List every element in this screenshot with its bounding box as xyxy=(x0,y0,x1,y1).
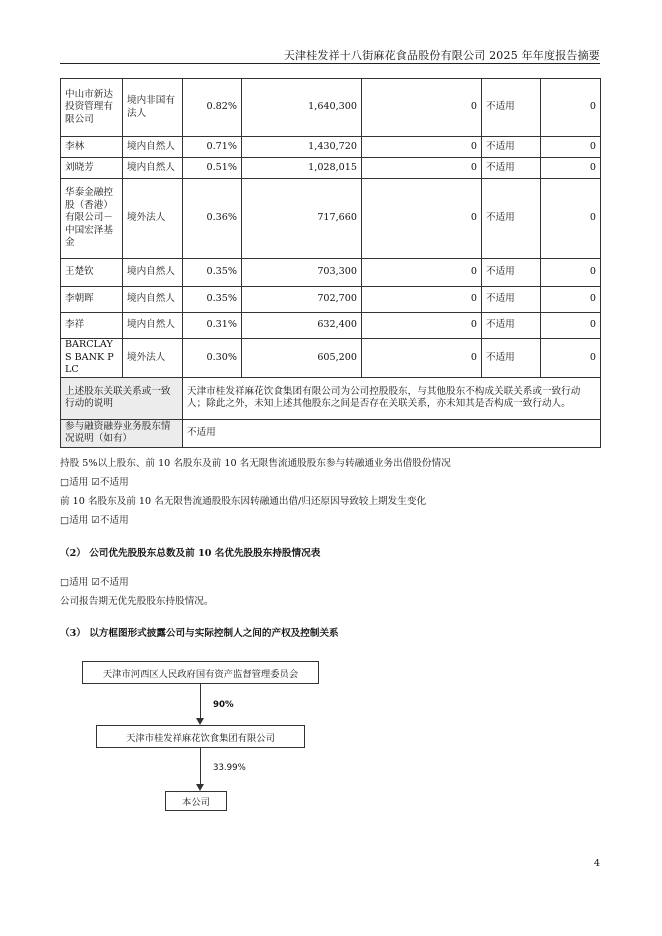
restricted-shares: 0 xyxy=(362,137,482,158)
restricted-shares: 0 xyxy=(362,158,482,179)
pledge-status: 不适用 xyxy=(482,339,541,378)
holding-pct-2: 33.99% xyxy=(213,763,246,773)
share-count: 717,660 xyxy=(242,179,362,259)
holder-name: 李祥 xyxy=(61,313,123,339)
holder-nature: 境内自然人 xyxy=(123,137,183,158)
share-count: 1,430,720 xyxy=(242,137,362,158)
shareholders-table xyxy=(60,78,601,448)
pledge-quantity: 0 xyxy=(541,259,601,287)
holding-pct-1: 90% xyxy=(213,700,234,710)
holding-ratio: 0.36% xyxy=(183,179,242,259)
margin-label: 参与融资融券业务股东情况说明（如有） xyxy=(61,419,183,447)
holder-nature: 境内自然人 xyxy=(123,313,183,339)
holding-ratio: 0.30% xyxy=(183,339,242,378)
header-rule xyxy=(60,63,600,64)
pledge-quantity: 0 xyxy=(541,137,601,158)
page-number: 4 xyxy=(593,858,600,869)
table-row xyxy=(61,158,601,179)
table-row xyxy=(61,79,601,137)
pledge-quantity: 0 xyxy=(541,158,601,179)
section2-text: 公司报告期无优先股股东持股情况。 xyxy=(60,596,214,607)
holder-nature: 境内非国有法人 xyxy=(123,79,183,137)
restricted-shares: 0 xyxy=(362,259,482,287)
holding-ratio: 0.35% xyxy=(183,259,242,287)
relation-label: 上述股东关联关系或一致行动的说明 xyxy=(61,377,183,419)
holder-name: 李林 xyxy=(61,137,123,158)
pledge-quantity: 0 xyxy=(541,179,601,259)
lending-title: 持股 5%以上股东、前 10 名股东及前 10 名无限售流通股股东参与转融通业务出借股份情况 xyxy=(60,458,451,469)
holding-ratio: 0.31% xyxy=(183,313,242,339)
restricted-shares: 0 xyxy=(362,179,482,259)
group-company-box: 天津市桂发祥麻花饮食集团有限公司 xyxy=(96,725,305,748)
restricted-shares: 0 xyxy=(362,79,482,137)
margin-text: 不适用 xyxy=(183,419,601,447)
share-count: 1,028,015 xyxy=(242,158,362,179)
pledge-status: 不适用 xyxy=(482,179,541,259)
table-row xyxy=(61,313,601,339)
pledge-status: 不适用 xyxy=(482,313,541,339)
table-row xyxy=(61,137,601,158)
holder-name: 刘晓芳 xyxy=(61,158,123,179)
holder-name: 中山市新达投资管理有限公司 xyxy=(61,79,123,137)
pledge-quantity: 0 xyxy=(541,313,601,339)
pledge-status: 不适用 xyxy=(482,137,541,158)
pledge-status: 不适用 xyxy=(482,259,541,287)
arrow-down-icon xyxy=(196,718,204,725)
holding-ratio: 0.35% xyxy=(183,287,242,313)
pledge-quantity: 0 xyxy=(541,79,601,137)
pledge-quantity: 0 xyxy=(541,339,601,378)
pledge-status: 不适用 xyxy=(482,287,541,313)
holding-ratio: 0.51% xyxy=(183,158,242,179)
holder-name: BARCLAYS BANK PLC xyxy=(61,339,123,378)
restricted-shares: 0 xyxy=(362,287,482,313)
share-count: 702,700 xyxy=(242,287,362,313)
change-option: □适用 ☑不适用 xyxy=(60,515,129,526)
holding-ratio: 0.71% xyxy=(183,137,242,158)
arrow-down-icon xyxy=(196,784,204,791)
shareholders-table-body xyxy=(61,79,601,378)
holder-nature: 境外法人 xyxy=(123,179,183,259)
connector-line-1 xyxy=(200,684,201,720)
margin-row xyxy=(61,419,601,447)
share-count: 605,200 xyxy=(242,339,362,378)
share-count: 1,640,300 xyxy=(242,79,362,137)
report-header-title: 天津桂发祥十八街麻花食品股份有限公司 2025 年年度报告摘要 xyxy=(283,49,600,62)
sasac-box: 天津市河西区人民政府国有资产监督管理委员会 xyxy=(82,661,319,684)
pledge-status: 不适用 xyxy=(482,79,541,137)
restricted-shares: 0 xyxy=(362,339,482,378)
relation-row xyxy=(61,377,601,419)
holder-nature: 境内自然人 xyxy=(123,259,183,287)
pledge-status: 不适用 xyxy=(482,158,541,179)
holder-nature: 境内自然人 xyxy=(123,287,183,313)
holder-name: 李朝晖 xyxy=(61,287,123,313)
restricted-shares: 0 xyxy=(362,313,482,339)
table-row xyxy=(61,179,601,259)
table-row xyxy=(61,287,601,313)
holding-ratio: 0.82% xyxy=(183,79,242,137)
holder-name: 王楚钦 xyxy=(61,259,123,287)
company-box: 本公司 xyxy=(165,791,227,811)
relation-text: 天津市桂发祥麻花饮食集团有限公司为公司控股股东，与其他股东不构成关联关系或一致行动人；除此之外，未知上述其他股东之间是否存在关联关系，亦未知其是否构成一致行动人。 xyxy=(183,377,601,419)
holder-nature: 境内自然人 xyxy=(123,158,183,179)
pledge-quantity: 0 xyxy=(541,287,601,313)
table-row xyxy=(61,259,601,287)
section3-title: （3） 以方框图形式披露公司与实际控制人之间的产权及控制关系 xyxy=(60,628,339,639)
holder-name: 华泰金融控股（香港）有限公司－中国宏泽基金 xyxy=(61,179,123,259)
change-title: 前 10 名股东及前 10 名无限售流通股股东因转融通出借/归还原因导致较上期发生变化 xyxy=(60,496,427,507)
section2-title: （2） 公司优先股股东总数及前 10 名优先股股东持股情况表 xyxy=(60,548,321,559)
lending-option: □适用 ☑不适用 xyxy=(60,477,129,488)
table-row xyxy=(61,339,601,378)
share-count: 703,300 xyxy=(242,259,362,287)
holder-nature: 境外法人 xyxy=(123,339,183,378)
connector-line-2 xyxy=(200,748,201,786)
section2-option: □适用 ☑不适用 xyxy=(60,577,129,588)
share-count: 632,400 xyxy=(242,313,362,339)
